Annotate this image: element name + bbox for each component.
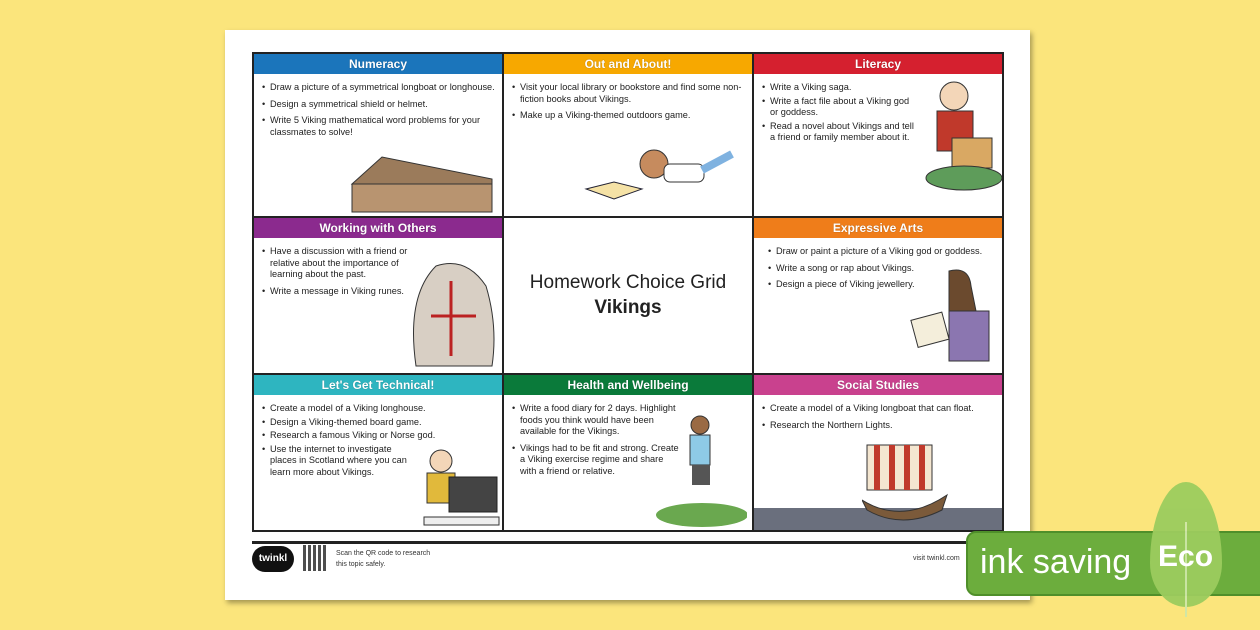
title-cell (504, 218, 754, 375)
cell-social-studies (754, 375, 1002, 530)
ink-saving-label: ink saving (980, 543, 1132, 581)
cell-heading: Working with Others (254, 218, 502, 238)
task: • Read a novel about Vikings and tell a friend or family member about it. (762, 121, 917, 144)
visit-link[interactable]: visit twinkl.com (913, 555, 960, 562)
task: • Write a song or rap about Vikings. (768, 263, 996, 275)
longboat-illustration (862, 425, 952, 530)
qr-caption (336, 548, 430, 570)
cell-heading: Social Studies (754, 375, 1002, 395)
task: • Visit your local library or bookstore and find some non-fiction books about Vikings. (512, 82, 746, 105)
task: • Use the internet to investigate places in Scotland where you can learn more about Vikings. (262, 444, 496, 479)
task: • Design a symmetrical shield or helmet. (262, 99, 496, 111)
task: • Write a message in Viking runes. (262, 286, 412, 298)
task: • Write a fact file about a Viking god or goddess. (762, 96, 917, 119)
cell-heading: Literacy (754, 54, 1002, 74)
task: • Make up a Viking-themed outdoors game. (512, 110, 746, 122)
cell-heading: Out and About! (504, 54, 752, 74)
cell-lets-get-technical (254, 375, 504, 530)
task: • Have a discussion with a friend or relative about the importance of learning about the past. (262, 246, 412, 281)
worksheet-title: Homework Choice Grid (529, 272, 727, 293)
task: • Write a food diary for 2 days. Highlight foods you think would have been available for the Vikings. (512, 403, 682, 438)
cell-heading: Let's Get Technical! (254, 375, 502, 395)
task: • Research a famous Viking or Norse god. (262, 430, 496, 442)
task: • Vikings had to be fit and strong. Create a Viking exercise regime and share with a friend or relative. (512, 443, 682, 478)
twinkl-logo: twinkl (252, 546, 294, 572)
qr-caption-line: this topic safely. (336, 561, 386, 568)
cell-numeracy (254, 54, 504, 218)
cell-out-and-about (504, 54, 754, 218)
qr-caption-line: Scan the QR code to research (336, 550, 431, 557)
task: • Create a model of a Viking longhouse. (262, 403, 496, 415)
cell-health-and-wellbeing (504, 375, 754, 530)
task: • Research the Northern Lights. (762, 420, 996, 432)
task: • Design a piece of Viking jewellery. (768, 279, 996, 291)
cell-heading: Health and Wellbeing (504, 375, 752, 395)
task: • Create a model of a Viking longboat that can float. (762, 403, 996, 415)
cell-expressive-arts (754, 218, 1002, 375)
task: • Draw a picture of a symmetrical longboat or longhouse. (262, 82, 496, 94)
task: • Draw or paint a picture of a Viking god or goddess. (768, 246, 996, 258)
longhouse-illustration (342, 149, 497, 215)
eco-label: Eco (1158, 540, 1214, 573)
footer-rule (252, 541, 1004, 544)
worksheet-topic: Vikings (594, 297, 662, 318)
cell-literacy (754, 54, 1002, 218)
cell-heading: Expressive Arts (754, 218, 1002, 238)
cell-heading: Numeracy (254, 54, 502, 74)
qr-code[interactable] (303, 545, 327, 571)
task: • Write 5 Viking mathematical word problems for your classmates to solve! (262, 115, 496, 138)
task: • Design a Viking-themed board game. (262, 417, 496, 429)
child-reading-illustration (584, 134, 744, 209)
cell-working-with-others (254, 218, 504, 375)
task: • Write a Viking saga. (762, 82, 917, 94)
choice-grid (252, 52, 1004, 532)
